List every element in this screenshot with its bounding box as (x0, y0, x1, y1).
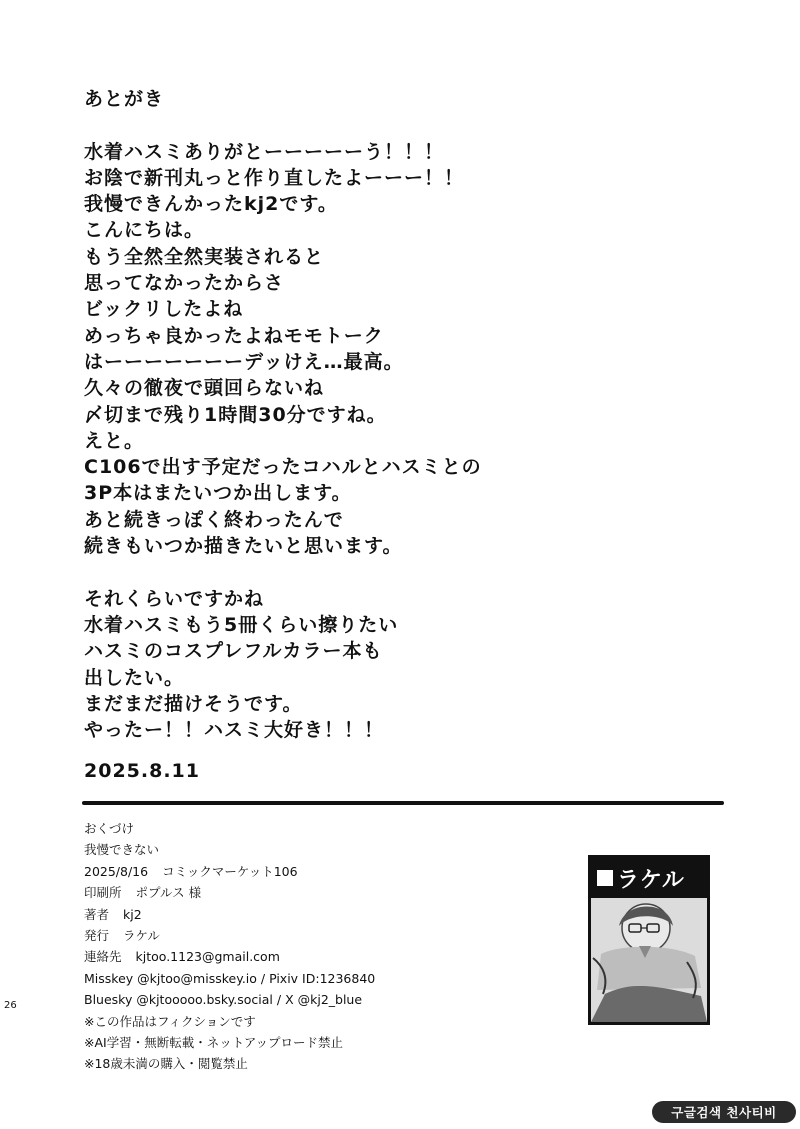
cover-logo (591, 858, 707, 898)
afterword-line: 水着ハスミありがとーーーーーう！！！ (84, 140, 445, 163)
cover-logo-text: ラケル (617, 867, 685, 893)
author-label: 著者 (84, 906, 110, 922)
social-line-1: Misskey @kjtoo@misskey.io / Pixiv ID:1236840 (84, 970, 376, 986)
afterword-line: めっちゃ良かったよねモモトーク (84, 324, 384, 347)
event-name: コミックマーケット106 (162, 863, 298, 879)
afterword-line: C106で出す予定だったコハルとハスミとの (84, 456, 482, 479)
publisher-line (84, 925, 564, 946)
social-line-2: Bluesky @kjtooooo.bsky.social / X @kj2_blue (84, 992, 363, 1008)
afterword-line: 思ってなかったからさ (84, 272, 285, 295)
contact-line (84, 946, 564, 967)
section-divider (82, 801, 724, 805)
author-value: kj2 (123, 906, 142, 922)
afterword-line: 我慢できんかったkj2です。 (84, 193, 338, 216)
afterword-line: あと続きっぽく終わったんで (84, 508, 344, 531)
afterword-line: 〆切まで残り1時間30分ですね。 (84, 403, 387, 426)
contact-email: kjtoo.1123@gmail.com (135, 949, 280, 965)
afterword-line: 出したい。 (84, 666, 185, 689)
no-reupload-note: ※AI学習・無断転載・ネットアップロード禁止 (84, 1034, 343, 1050)
afterword-line: お陰で新刊丸っと作り直したよーーー！！ (84, 166, 465, 189)
circle-cover-image (588, 855, 710, 1025)
event-date: 2025/8/16 (84, 863, 149, 879)
printer-value: ポプルス 様 (135, 885, 202, 901)
logo-square-icon (597, 870, 613, 886)
afterword-line: 続きもいつか描きたいと思います。 (84, 535, 403, 558)
cover-illustration (591, 898, 707, 1022)
publisher-label: 発行 (84, 927, 110, 943)
blank-line (84, 112, 724, 138)
afterword-section (84, 86, 724, 743)
colophon-heading: おくづけ (84, 821, 135, 836)
colophon-section (84, 818, 564, 1075)
afterword-line: やったー！！ハスミ大好き！！！ (84, 719, 385, 742)
contact-label: 連絡先 (84, 949, 122, 965)
printer-line (84, 882, 564, 903)
afterword-line: まだまだ描けそうです。 (84, 692, 303, 715)
publisher-value: ラケル (123, 927, 160, 943)
afterword-line: ハスミのコスプレフルカラー本も (84, 640, 383, 663)
page-number: 26 (4, 1000, 17, 1011)
book-title: 我慢できない (84, 842, 160, 858)
afterword-line: もう全然全然実装されると (84, 245, 325, 268)
afterword-line: それくらいですかね (84, 587, 265, 610)
afterword-line: はーーーーーーーデッけえ…最高。 (84, 350, 404, 373)
afterword-line: ビックリしたよね (84, 298, 244, 321)
afterword-line: 3P本はまたいつか出します。 (84, 482, 352, 505)
event-line (84, 861, 564, 882)
watermark-badge: 구글검색 천사티비 (652, 1101, 796, 1123)
age-restriction-note: ※18歳未満の購入・閲覧禁止 (84, 1056, 248, 1072)
author-line (84, 904, 564, 925)
afterword-date: 2025.8.11 (84, 760, 200, 782)
afterword-line: 水着ハスミもう5冊くらい擦りたい (84, 613, 399, 636)
afterword-heading: あとがき (84, 88, 165, 110)
afterword-line: えと。 (84, 429, 145, 452)
afterword-line: こんにちは。 (84, 219, 205, 242)
blank-line (84, 559, 724, 585)
fiction-note: ※この作品はフィクションです (84, 1013, 256, 1029)
afterword-line: 久々の徹夜で頭回らないね (84, 377, 325, 400)
printer-label: 印刷所 (84, 885, 122, 901)
